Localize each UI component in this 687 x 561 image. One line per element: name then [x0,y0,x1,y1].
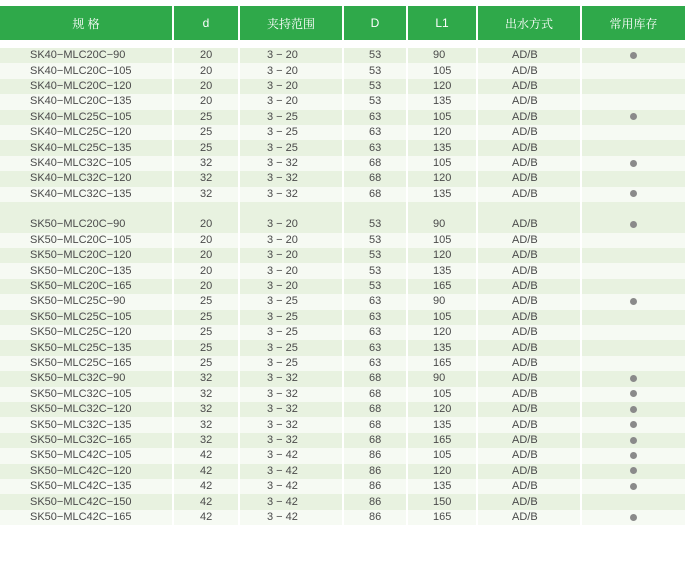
coolant-outlet-cell: AD/B [478,356,582,371]
d-cell: 20 [174,263,240,278]
coolant-outlet-cell: AD/B [478,464,582,479]
D-cell: 86 [344,464,408,479]
clamp-range-cell: 3 − 25 [240,325,344,340]
stock-cell [582,325,685,340]
d-cell: 32 [174,387,240,402]
stock-cell [582,294,685,309]
coolant-outlet-cell: AD/B [478,248,582,263]
spec-cell: SK40−MLC32C−135 [0,187,174,202]
coolant-outlet-cell: AD/B [478,479,582,494]
clamp-range-cell: 3 − 32 [240,156,344,171]
stock-dot-icon [630,514,637,521]
stock-dot-icon [630,160,637,167]
clamp-range-cell: 3 − 42 [240,494,344,509]
spec-cell: SK50−MLC32C−90 [0,371,174,386]
header-clamp-range: 夹持范围 [240,6,344,40]
blank-separator-row [0,202,685,217]
stock-dot-icon [630,52,637,59]
coolant-outlet-cell: AD/B [478,294,582,309]
clamp-range-cell: 3 − 32 [240,402,344,417]
spec-cell: SK40−MLC32C−120 [0,171,174,186]
L1-cell: 135 [408,263,478,278]
table-row [0,325,685,340]
table-row [0,340,685,355]
clamp-range-cell: 3 − 32 [240,171,344,186]
coolant-outlet-cell: AD/B [478,187,582,202]
header-stock: 常用库存 [582,6,685,40]
table-row [0,433,685,448]
D-cell: 86 [344,494,408,509]
clamp-range-cell: 3 − 25 [240,310,344,325]
L1-cell: 120 [408,248,478,263]
D-cell: 63 [344,110,408,125]
spec-cell: SK40−MLC20C−90 [0,48,174,63]
spec-cell: SK40−MLC25C−135 [0,140,174,155]
d-cell: 25 [174,125,240,140]
table-row [0,63,685,78]
header-D: D [344,6,408,40]
D-cell: 68 [344,387,408,402]
D-cell: 86 [344,510,408,525]
stock-cell [582,156,685,171]
clamp-range-cell: 3 − 25 [240,125,344,140]
spec-cell: SK50−MLC32C−165 [0,433,174,448]
clamp-range-cell: 3 − 32 [240,187,344,202]
spec-cell: SK50−MLC25C−120 [0,325,174,340]
spec-cell: SK40−MLC20C−120 [0,79,174,94]
clamp-range-cell: 3 − 20 [240,48,344,63]
clamp-range-cell: 3 − 20 [240,233,344,248]
spec-cell: SK50−MLC42C−150 [0,494,174,509]
d-cell: 32 [174,371,240,386]
coolant-outlet-cell: AD/B [478,79,582,94]
clamp-range-cell: 3 − 32 [240,417,344,432]
L1-cell: 120 [408,325,478,340]
L1-cell: 120 [408,79,478,94]
D-cell: 53 [344,263,408,278]
D-cell: 63 [344,356,408,371]
table-row [0,217,685,232]
table-row [0,279,685,294]
stock-cell [582,48,685,63]
stock-cell [582,387,685,402]
table-row [0,79,685,94]
L1-cell: 90 [408,371,478,386]
clamp-range-cell: 3 − 42 [240,464,344,479]
d-cell: 20 [174,233,240,248]
header-coolant-outlet: 出水方式 [478,6,582,40]
blank-cell [478,202,582,217]
header-spacer [0,40,685,48]
clamp-range-cell: 3 − 20 [240,217,344,232]
spec-cell: SK50−MLC42C−135 [0,479,174,494]
header-row [0,6,685,40]
coolant-outlet-cell: AD/B [478,494,582,509]
coolant-outlet-cell: AD/B [478,340,582,355]
stock-cell [582,171,685,186]
L1-cell: 165 [408,356,478,371]
coolant-outlet-cell: AD/B [478,140,582,155]
L1-cell: 105 [408,156,478,171]
table-row [0,479,685,494]
d-cell: 42 [174,448,240,463]
spec-cell: SK40−MLC25C−105 [0,110,174,125]
table-row [0,140,685,155]
spec-cell: SK50−MLC20C−105 [0,233,174,248]
L1-cell: 165 [408,279,478,294]
D-cell: 53 [344,48,408,63]
clamp-range-cell: 3 − 42 [240,448,344,463]
clamp-range-cell: 3 − 32 [240,371,344,386]
spec-cell: SK50−MLC42C−165 [0,510,174,525]
clamp-range-cell: 3 − 20 [240,79,344,94]
stock-dot-icon [630,421,637,428]
L1-cell: 135 [408,479,478,494]
clamp-range-cell: 3 − 25 [240,140,344,155]
stock-cell [582,233,685,248]
coolant-outlet-cell: AD/B [478,94,582,109]
d-cell: 20 [174,48,240,63]
clamp-range-cell: 3 − 20 [240,263,344,278]
L1-cell: 120 [408,464,478,479]
blank-cell [240,202,344,217]
coolant-outlet-cell: AD/B [478,402,582,417]
L1-cell: 90 [408,294,478,309]
spec-cell: SK40−MLC20C−135 [0,94,174,109]
spec-cell: SK50−MLC20C−120 [0,248,174,263]
spec-cell: SK50−MLC25C−90 [0,294,174,309]
D-cell: 53 [344,248,408,263]
d-cell: 42 [174,494,240,509]
d-cell: 20 [174,63,240,78]
stock-cell [582,356,685,371]
coolant-outlet-cell: AD/B [478,448,582,463]
stock-cell [582,417,685,432]
L1-cell: 165 [408,510,478,525]
spec-cell: SK50−MLC32C−120 [0,402,174,417]
header-spec: 规 格 [0,6,174,40]
spec-cell: SK50−MLC32C−135 [0,417,174,432]
stock-cell [582,340,685,355]
stock-cell [582,187,685,202]
stock-dot-icon [630,483,637,490]
blank-cell [408,202,478,217]
D-cell: 63 [344,125,408,140]
spec-cell: SK50−MLC42C−105 [0,448,174,463]
blank-cell [0,202,174,217]
L1-cell: 135 [408,140,478,155]
D-cell: 63 [344,140,408,155]
D-cell: 53 [344,94,408,109]
stock-dot-icon [630,437,637,444]
stock-cell [582,217,685,232]
coolant-outlet-cell: AD/B [478,217,582,232]
D-cell: 68 [344,156,408,171]
spec-table [0,6,685,525]
stock-cell [582,371,685,386]
stock-cell [582,63,685,78]
coolant-outlet-cell: AD/B [478,156,582,171]
L1-cell: 120 [408,125,478,140]
d-cell: 20 [174,248,240,263]
stock-cell [582,448,685,463]
d-cell: 20 [174,279,240,294]
D-cell: 53 [344,233,408,248]
spec-cell: SK50−MLC25C−165 [0,356,174,371]
coolant-outlet-cell: AD/B [478,387,582,402]
d-cell: 25 [174,140,240,155]
table-row [0,48,685,63]
coolant-outlet-cell: AD/B [478,433,582,448]
D-cell: 68 [344,433,408,448]
spec-cell: SK50−MLC20C−90 [0,217,174,232]
d-cell: 32 [174,171,240,186]
D-cell: 68 [344,171,408,186]
L1-cell: 135 [408,94,478,109]
coolant-outlet-cell: AD/B [478,310,582,325]
L1-cell: 105 [408,387,478,402]
clamp-range-cell: 3 − 20 [240,248,344,263]
stock-dot-icon [630,452,637,459]
L1-cell: 90 [408,217,478,232]
spec-cell: SK50−MLC20C−165 [0,279,174,294]
stock-cell [582,140,685,155]
L1-cell: 105 [408,110,478,125]
d-cell: 25 [174,110,240,125]
D-cell: 53 [344,217,408,232]
clamp-range-cell: 3 − 32 [240,433,344,448]
stock-dot-icon [630,298,637,305]
table-row [0,94,685,109]
coolant-outlet-cell: AD/B [478,171,582,186]
stock-dot-icon [630,406,637,413]
L1-cell: 120 [408,171,478,186]
D-cell: 53 [344,79,408,94]
D-cell: 63 [344,340,408,355]
clamp-range-cell: 3 − 20 [240,279,344,294]
clamp-range-cell: 3 − 25 [240,294,344,309]
coolant-outlet-cell: AD/B [478,417,582,432]
spec-cell: SK50−MLC25C−135 [0,340,174,355]
table-row [0,464,685,479]
table-row [0,233,685,248]
coolant-outlet-cell: AD/B [478,63,582,78]
D-cell: 68 [344,371,408,386]
table-row [0,371,685,386]
stock-cell [582,494,685,509]
d-cell: 32 [174,417,240,432]
header-d: d [174,6,240,40]
d-cell: 42 [174,479,240,494]
table-row [0,110,685,125]
clamp-range-cell: 3 − 25 [240,356,344,371]
L1-cell: 135 [408,340,478,355]
table-row [0,448,685,463]
table-row [0,156,685,171]
blank-cell [582,202,685,217]
clamp-range-cell: 3 − 25 [240,340,344,355]
table-row [0,494,685,509]
d-cell: 25 [174,340,240,355]
coolant-outlet-cell: AD/B [478,279,582,294]
stock-dot-icon [630,390,637,397]
header-L1: L1 [408,6,478,40]
d-cell: 25 [174,310,240,325]
stock-cell [582,479,685,494]
L1-cell: 120 [408,402,478,417]
D-cell: 63 [344,294,408,309]
d-cell: 32 [174,187,240,202]
stock-cell [582,402,685,417]
coolant-outlet-cell: AD/B [478,110,582,125]
d-cell: 32 [174,156,240,171]
d-cell: 25 [174,294,240,309]
L1-cell: 105 [408,233,478,248]
L1-cell: 90 [408,48,478,63]
table-row [0,187,685,202]
L1-cell: 105 [408,310,478,325]
coolant-outlet-cell: AD/B [478,125,582,140]
L1-cell: 105 [408,63,478,78]
d-cell: 25 [174,356,240,371]
d-cell: 32 [174,433,240,448]
table-row [0,356,685,371]
d-cell: 25 [174,325,240,340]
d-cell: 20 [174,94,240,109]
coolant-outlet-cell: AD/B [478,325,582,340]
D-cell: 86 [344,448,408,463]
clamp-range-cell: 3 − 42 [240,510,344,525]
D-cell: 63 [344,325,408,340]
coolant-outlet-cell: AD/B [478,233,582,248]
d-cell: 42 [174,464,240,479]
spec-cell: SK40−MLC25C−120 [0,125,174,140]
stock-cell [582,79,685,94]
stock-dot-icon [630,113,637,120]
blank-cell [344,202,408,217]
D-cell: 53 [344,279,408,294]
spec-cell: SK50−MLC20C−135 [0,263,174,278]
stock-cell [582,125,685,140]
stock-cell [582,510,685,525]
clamp-range-cell: 3 − 32 [240,387,344,402]
L1-cell: 165 [408,433,478,448]
table-row [0,417,685,432]
spec-cell: SK40−MLC32C−105 [0,156,174,171]
D-cell: 86 [344,479,408,494]
d-cell: 42 [174,510,240,525]
clamp-range-cell: 3 − 20 [240,94,344,109]
spec-cell: SK50−MLC25C−105 [0,310,174,325]
table-row [0,248,685,263]
d-cell: 32 [174,402,240,417]
clamp-range-cell: 3 − 25 [240,110,344,125]
stock-cell [582,279,685,294]
L1-cell: 150 [408,494,478,509]
coolant-outlet-cell: AD/B [478,263,582,278]
spec-cell: SK50−MLC42C−120 [0,464,174,479]
table-row [0,310,685,325]
table-row [0,387,685,402]
d-cell: 20 [174,217,240,232]
coolant-outlet-cell: AD/B [478,371,582,386]
L1-cell: 135 [408,417,478,432]
clamp-range-cell: 3 − 20 [240,63,344,78]
stock-cell [582,248,685,263]
L1-cell: 135 [408,187,478,202]
stock-cell [582,464,685,479]
stock-cell [582,433,685,448]
stock-cell [582,263,685,278]
d-cell: 20 [174,79,240,94]
blank-cell [174,202,240,217]
D-cell: 68 [344,417,408,432]
clamp-range-cell: 3 − 42 [240,479,344,494]
coolant-outlet-cell: AD/B [478,510,582,525]
table-row [0,171,685,186]
D-cell: 68 [344,402,408,417]
spec-cell: SK50−MLC32C−105 [0,387,174,402]
table-row [0,263,685,278]
spec-cell: SK40−MLC20C−105 [0,63,174,78]
stock-dot-icon [630,221,637,228]
L1-cell: 105 [408,448,478,463]
stock-dot-icon [630,375,637,382]
D-cell: 68 [344,187,408,202]
coolant-outlet-cell: AD/B [478,48,582,63]
stock-cell [582,310,685,325]
D-cell: 53 [344,63,408,78]
table-row [0,402,685,417]
stock-cell [582,94,685,109]
table-row [0,125,685,140]
table-row [0,294,685,309]
D-cell: 63 [344,310,408,325]
stock-dot-icon [630,190,637,197]
stock-cell [582,110,685,125]
table-row [0,510,685,525]
stock-dot-icon [630,467,637,474]
